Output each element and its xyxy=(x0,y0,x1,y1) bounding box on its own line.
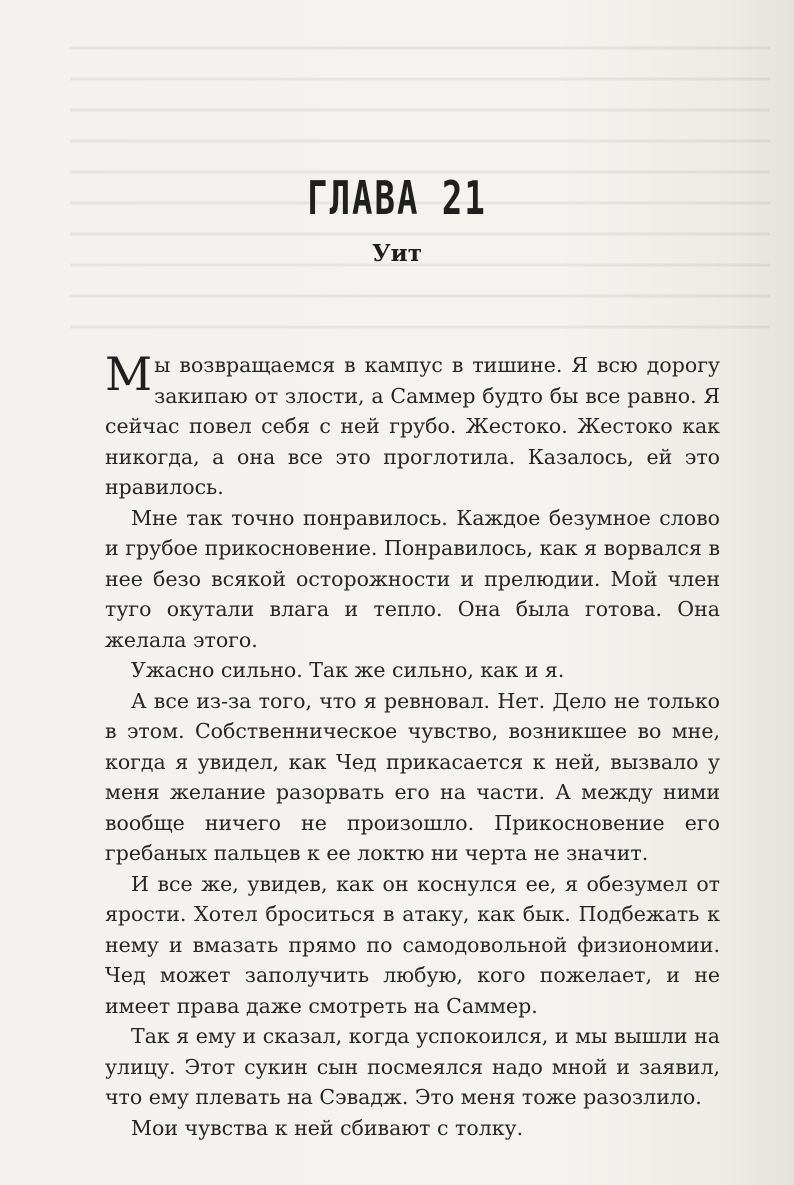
paragraph-4: А все из-за того, что я ревновал. Нет. Дело не только в этом. Собственническое чувство, возникшее во мне, когда я увидел, как Чед прикасается к ней, вызвало у меня желание разорвать его на части. А между ними вообще ничего не произошло. Прикосновение его гребаных пальцев к ее локтю ни черта не значит. xyxy=(105,688,720,865)
paragraph-5: И все же, увидев, как он коснулся ее, я обезумел от ярости. Хотел броситься в атаку, как бык. Подбежать к нему и вмазать прямо по самодовольной физиономии. Чед может заполучить любую, кого пожелает, и не имеет права даже смотреть на Саммер. xyxy=(105,871,720,1018)
chapter-title: ГЛАВА 21 xyxy=(307,172,487,226)
paragraph-6: Так я ему и сказал, когда успокоился, и мы вышли на улицу. Этот сукин сын посмеялся надо мной и заявил, что ему плевать на Сэвадж. Это меня тоже разозлило. xyxy=(105,1024,720,1109)
paragraph-1-text: ы возвращаемся в кампус в тишине. Я всю дорогу закипаю от злости, а Саммер будто бы все равно. Я сейчас повел себя с ней грубо. Жестоко. Жестоко как никогда, а она все это проглотила. Казалось, ей это нравилось. xyxy=(105,353,720,499)
drop-cap: М xyxy=(105,347,153,401)
paragraph-7: Мои чувства к ней сбивают с толку. xyxy=(131,1115,524,1140)
chapter-character-name: Уит xyxy=(372,240,422,267)
paragraph-3: Ужасно сильно. Так же сильно, как и я. xyxy=(131,658,565,682)
paragraph-1 xyxy=(105,347,720,503)
paragraph-2: Мне так точно понравилось. Каждое безумное слово и грубое прикосновение. Понравилось, как я ворвался в нее безо всякой осторожности и прелюдии. Мой член туго окутали влага и тепло. Она была готова. Она желала этого. xyxy=(105,505,720,652)
chapter-body xyxy=(105,347,720,1143)
